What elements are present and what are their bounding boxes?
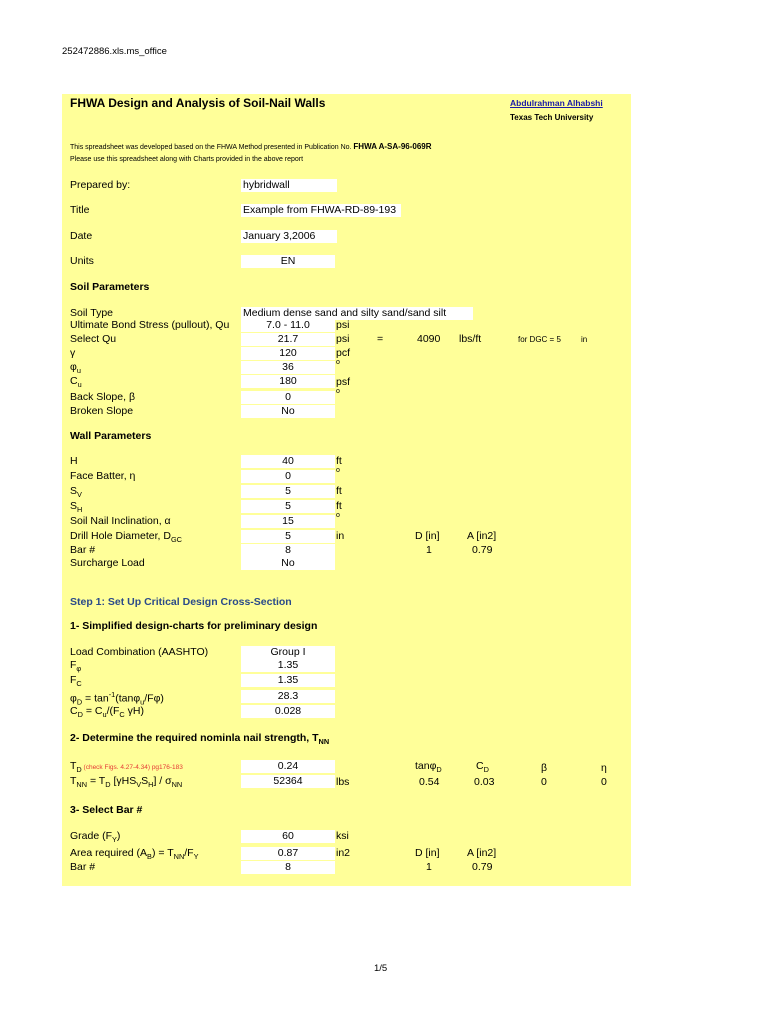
intro-line-1: This spreadsheet was developed based on the FHWA Method presented in Publication No. FHWA A-SA-96-069R [70, 142, 432, 151]
phi-d-value: 28.3 [241, 690, 335, 703]
face-batter-label: Face Batter, η [70, 470, 136, 482]
dgc-note-unit: in [581, 335, 588, 344]
bond-stress-unit: psi [336, 319, 350, 331]
val-cd: 0.03 [474, 776, 495, 788]
wall-bar-label: Bar # [70, 544, 96, 556]
document-filename: 252472886.xls.ms_office [62, 46, 167, 57]
gamma-label: γ [70, 347, 76, 359]
date-field[interactable]: January 3,2006 [241, 230, 337, 243]
drill-diameter-field[interactable]: 5 [241, 530, 335, 543]
grade-unit: ksi [336, 830, 349, 842]
broken-slope-field[interactable]: No [241, 405, 335, 418]
face-batter-field[interactable]: 0 [241, 470, 335, 483]
grade-label: Grade $(F_Y)$ [70, 830, 121, 845]
select-qu-equals: = [377, 333, 384, 345]
back-slope-field[interactable]: 0 [241, 391, 335, 404]
col-eta-header: η [601, 762, 607, 774]
prepared-by-label: Prepared by: [70, 179, 131, 191]
cu-unit: psf [336, 376, 351, 388]
step1-d-header: D [in] [415, 847, 440, 859]
bond-stress-label: Ultimate Bond Stress (pullout), Qu [70, 319, 230, 331]
wall-bar-field[interactable]: 8 [241, 544, 335, 557]
step1-heading: Step 1: Set Up Critical Design Cross-Section [70, 596, 292, 608]
drill-diameter-unit: in [336, 530, 345, 542]
col-tanphi-header: tanφ$_D$ [415, 760, 442, 775]
f-phi-field[interactable]: 1.35 [241, 659, 335, 672]
grade-field[interactable]: 60 [241, 830, 335, 843]
t-d-label: $T_D$ (check Figs. 4.27-4.34) pg176-183 [70, 760, 183, 775]
step1-bar-label: Bar # [70, 861, 96, 873]
wall-a-header: A [in2] [467, 530, 497, 542]
phi-field[interactable]: 36 [241, 361, 335, 374]
page-number: 1/5 [374, 963, 388, 974]
drill-diameter-label: Drill Hole Diameter, $D_{GC}$ [70, 530, 182, 545]
intro-line-2: Please use this spreadsheet along with Charts provided in the above report [70, 156, 304, 163]
sv-label: $S_V$ [70, 485, 82, 500]
h-unit: ft [336, 455, 342, 467]
nail-inclination-label: Soil Nail Inclination, α [70, 515, 171, 527]
col-cd-header: $C_D$ [476, 760, 489, 775]
step1-bar-d: 1 [426, 861, 432, 873]
dgc-note: for DGC = 5 [518, 335, 561, 344]
select-qu-unit: psi [336, 333, 350, 345]
area-required-unit: in2 [336, 847, 351, 859]
back-slope-label: Back Slope, β [70, 391, 135, 403]
wall-bar-d: 1 [426, 544, 432, 556]
wall-d-header: D [in] [415, 530, 440, 542]
c-d-label: $C_D = C_u/(F_C$ γH) [70, 705, 144, 720]
f-c-label: $F_C$ [70, 674, 82, 689]
select-qu-field[interactable]: 21.7 [241, 333, 335, 346]
sv-unit: ft [336, 485, 342, 497]
area-required-value: 0.87 [241, 847, 335, 860]
cu-field[interactable]: 180 [241, 375, 335, 388]
sh-label: $S_H$ [70, 500, 83, 515]
title-field[interactable]: Example from FHWA-RD-89-193 [241, 204, 401, 217]
col-beta-header: β [541, 762, 548, 774]
val-eta: 0 [601, 776, 607, 788]
c-d-value: 0.028 [241, 705, 335, 718]
date-label: Date [70, 230, 93, 242]
soil-parameters-heading: Soil Parameters [70, 281, 150, 293]
step1-bar-a: 0.79 [472, 861, 493, 873]
sh-field[interactable]: 5 [241, 500, 335, 513]
step1-sub1: 1- Simplified design-charts for preliminary design [70, 620, 318, 632]
soil-type-field[interactable]: Medium dense sand and silty sand/sand silt [241, 307, 473, 320]
nail-inclination-unit: o [336, 512, 340, 519]
surcharge-label: Surcharge Load [70, 557, 145, 569]
units-field[interactable]: EN [241, 255, 335, 268]
sheet-title: FHWA Design and Analysis of Soil-Nail Walls [70, 96, 326, 110]
h-field[interactable]: 40 [241, 455, 335, 468]
broken-slope-label: Broken Slope [70, 405, 134, 417]
val-beta: 0 [541, 776, 547, 788]
t-d-field[interactable]: 0.24 [241, 760, 335, 773]
gamma-field[interactable]: 120 [241, 347, 335, 360]
val-tanphi: 0.54 [419, 776, 440, 788]
step1-sub2: 2- Determine the required nominla nail strength, $T_{NN}$ [70, 732, 330, 747]
phi-label: $\varphi_u$ [70, 361, 81, 376]
t-nn-value: 52364 [241, 775, 335, 788]
sh-unit: ft [336, 500, 342, 512]
load-combo-label: Load Combination (AASHTO) [70, 646, 209, 658]
bond-stress-value: 7.0 - 11.0 [241, 319, 335, 332]
h-label: H [70, 455, 78, 467]
back-slope-unit: o [336, 388, 340, 395]
phi-unit: o [336, 359, 340, 366]
face-batter-unit: o [336, 467, 340, 474]
wall-bar-a: 0.79 [472, 544, 493, 556]
sv-field[interactable]: 5 [241, 485, 335, 498]
gamma-unit: pcf [336, 347, 351, 359]
wall-parameters-heading: Wall Parameters [70, 430, 152, 442]
surcharge-field[interactable]: No [241, 557, 335, 570]
nail-inclination-field[interactable]: 15 [241, 515, 335, 528]
university-label: Texas Tech University [510, 113, 594, 122]
units-label: Units [70, 255, 94, 267]
select-qu-label: Select Qu [70, 333, 117, 345]
area-required-label: Area required $(A_B) = T_{NN}/F_Y$ [70, 847, 199, 862]
cu-label: $C_u$ [70, 375, 82, 390]
title-label: Title [70, 204, 90, 216]
spreadsheet-area [62, 94, 631, 886]
soil-type-label: Soil Type [70, 307, 113, 319]
prepared-by-field[interactable]: hybridwall [241, 179, 337, 192]
step1-sub3: 3- Select Bar # [70, 804, 143, 816]
t-nn-label: $T_{NN} = T_D$ $[\gamma HS_VS_H] / \sigma_{NN}$ [70, 775, 183, 790]
qu-computed-unit: lbs/ft [459, 333, 482, 345]
load-combo-field[interactable]: Group I [241, 646, 335, 659]
author-link[interactable]: Abdulrahman Alhabshi [510, 98, 603, 108]
t-nn-unit: lbs [336, 776, 350, 788]
phi-d-label: $\varphi_D = \tan^{-1}(\tan\varphi_u/F\varphi)$ [70, 690, 164, 707]
step1-a-header: A [in2] [467, 847, 497, 859]
f-phi-label: $F_\varphi$ [70, 659, 82, 674]
f-c-field[interactable]: 1.35 [241, 674, 335, 687]
step1-bar-field[interactable]: 8 [241, 861, 335, 874]
qu-computed: 4090 [417, 333, 441, 345]
